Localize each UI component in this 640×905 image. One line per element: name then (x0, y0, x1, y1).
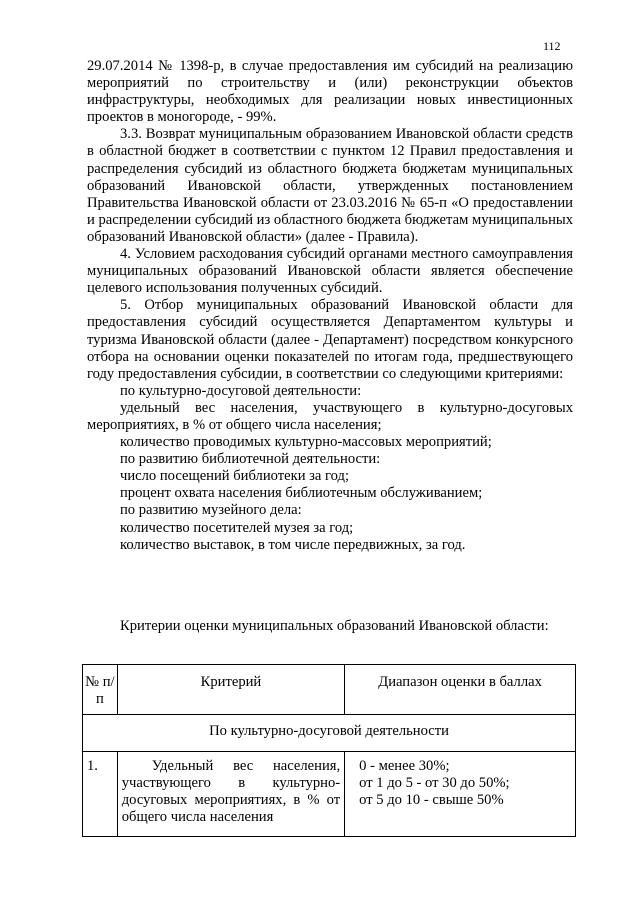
range-line: от 1 до 5 - от 30 до 50%; (359, 775, 510, 791)
header-range: Диапазон оценки в баллах (345, 665, 576, 715)
criteria-item: число посещений библиотеки за год; (120, 468, 350, 485)
criteria-item: количество проводимых культурно-массовых мероприятий; (120, 434, 492, 451)
page-number: 112 (543, 39, 561, 53)
range-line: 0 - менее 30%; (359, 758, 450, 774)
criteria-list (87, 383, 573, 554)
criteria-item: количество посетителей музея за год; (120, 519, 354, 536)
criteria-group-heading: по развитию музейного дела: (120, 502, 302, 519)
criteria-group-heading: по развитию библиотечной деятельности: (120, 451, 381, 468)
criteria-item: процент охвата населения библиотечным обслуживанием; (120, 485, 483, 502)
header-number: № п/п (83, 665, 118, 715)
paragraph-5: 5. Отбор муниципальных образований Ивановской области для предоставления субсидий осуществляется Департаментом культуры и туризма Ивановской области (далее - Департамент) посредством конкурсного отбора на основании оценки показателей по итогам года, предшествующего году предоставления субсидии, в соответствии со следующими критериями: (87, 297, 573, 382)
criteria-table (82, 664, 576, 837)
document-body (87, 58, 573, 554)
criteria-item: количество выставок, в том числе передвижных, за год. (120, 536, 466, 553)
row-criterion (117, 752, 344, 837)
row-criterion-text: Удельный вес населения, участвующего в культурно-досуговых мероприятиях, в % от общего числа населения (121, 758, 341, 825)
paragraph-continuation: 29.07.2014 № 1398-р, в случае предоставления им субсидий на реализацию мероприятий по строительству и (или) реконструкции объектов инфраструктуры, необходимых для реализации новых инвестиционных проектов в моногороде, - 99%. (87, 58, 573, 126)
paragraph-3-3: 3.3. Возврат муниципальным образованием Ивановской области средств в областной бюджет в соответствии с пунктом 12 Правил предоставления и распределения субсидий из областного бюджета бюджетам муниципальных образований Ивановской области, утвержденных постановлением Правительства Ивановской области от 23.03.2016 № 65-п «О предоставлении и распределении субсидий из областного бюджета бюджетам муниципальных образований Ивановской области» (далее - Правила). (87, 126, 573, 245)
row-range (345, 752, 576, 837)
table-header-row (83, 665, 576, 715)
table-caption: Критерии оценки муниципальных образований Ивановской области: (120, 618, 549, 634)
criteria-item: удельный вес населения, участвующего в культурно-досуговых мероприятиях, в % от общего числа населения; (87, 399, 573, 433)
criteria-group-heading: по культурно-досуговой деятельности: (120, 382, 362, 399)
table-row (83, 752, 576, 837)
header-criterion: Критерий (117, 665, 344, 715)
row-number: 1. (83, 752, 118, 837)
section-title: По культурно-досуговой деятельности (83, 715, 576, 752)
range-line: от 5 до 10 - свыше 50% (359, 792, 504, 808)
paragraph-4: 4. Условием расходования субсидий органами местного самоуправления муниципальных образований Ивановской области является обеспечение целевого использования полученных субсидий. (87, 246, 573, 297)
table-section-row (83, 715, 576, 752)
